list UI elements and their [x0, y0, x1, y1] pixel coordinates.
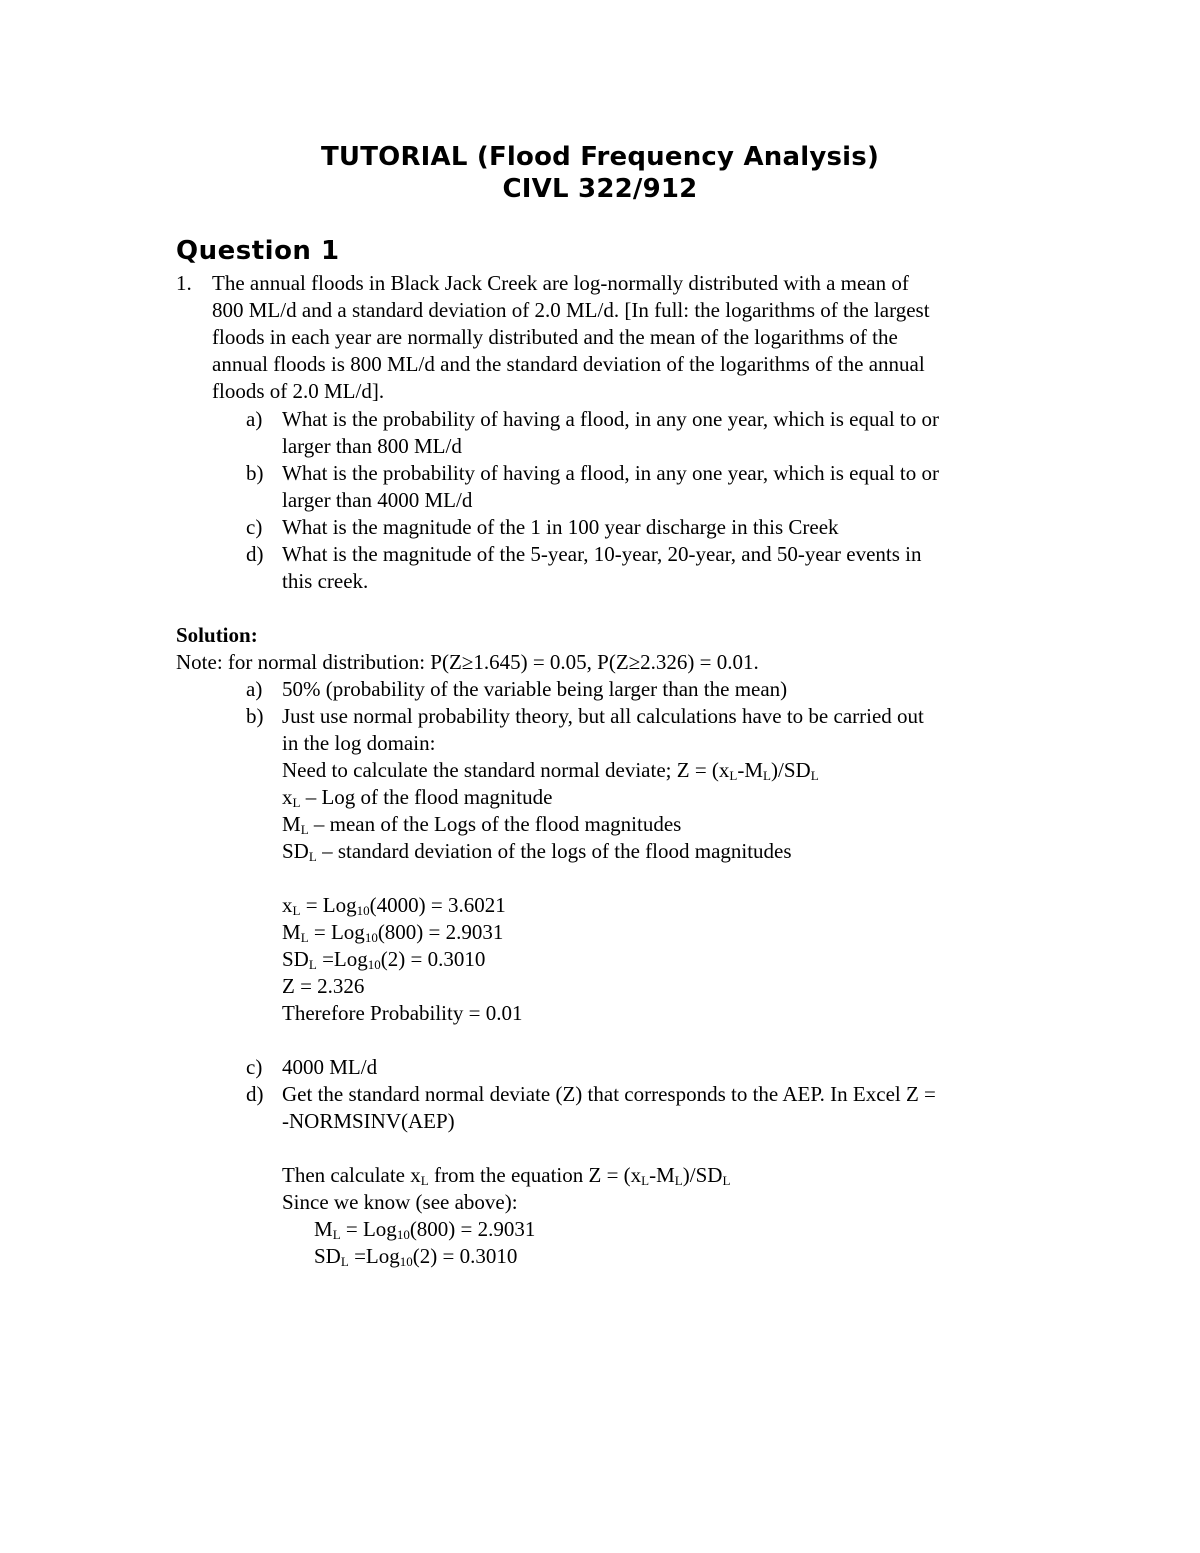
solution-d-text: Get the standard normal deviate (Z) that corresponds to the AEP. In Excel Z = [282, 1082, 936, 1106]
solution-label-c: c) [246, 1055, 263, 1079]
part-label-c: c) [246, 515, 263, 539]
ml-definition: $M_L$ – mean of the Logs of the flood magnitudes [282, 812, 682, 837]
part-label-a: a) [246, 407, 263, 431]
since-line: Since we know (see above): [282, 1190, 518, 1214]
part-b-text: What is the probability of having a flood, in any one year, which is equal to or [282, 461, 939, 485]
sdl-calculation-repeat: $SD_L =Log_{10}(2) = 0.3010$ [314, 1244, 518, 1269]
solution-label-d: d) [246, 1082, 264, 1106]
part-c-text: What is the magnitude of the 1 in 100 year discharge in this Creek [282, 515, 839, 539]
question-heading: Question 1 [176, 236, 340, 266]
part-a-text: larger than 800 ML/d [282, 434, 462, 458]
sdl-calculation: $SD_L =Log_{10}(2) = 0.3010$ [282, 947, 486, 972]
course-code: CIVL 322/912 [502, 174, 698, 204]
part-label-d: d) [246, 542, 264, 566]
question-intro-line: floods of 2.0 ML/d]. [212, 379, 385, 403]
solution-a-text: 50% (probability of the variable being larger than the mean) [282, 677, 788, 701]
xl-definition: $x_L$ – Log of the flood magnitude [282, 785, 553, 810]
part-b-text: larger than 4000 ML/d [282, 488, 473, 512]
solution-c-text: 4000 ML/d [282, 1055, 378, 1079]
solution-b-text: in the log domain: [282, 731, 436, 755]
xl-calculation: $x_L = Log_{10}(4000) = 3.6021$ [282, 893, 506, 918]
document-title: TUTORIAL (Flood Frequency Analysis) [320, 142, 880, 172]
question-number: 1. [176, 271, 192, 295]
z-value: Z = 2.326 [282, 974, 365, 998]
then-calculate-line: Then calculate $x_L$ from the equation $Z = (x_L-M_L)/SD_L$ [282, 1163, 731, 1188]
sdl-definition: $SD_L$ – standard deviation of the logs of the flood magnitudes [282, 839, 792, 864]
solution-note: Note: for normal distribution: P(Z≥1.645) = 0.05, P(Z≥2.326) = 0.01. [176, 650, 759, 674]
solution-d-text: -NORMSINV(AEP) [282, 1109, 455, 1133]
question-intro-line: annual floods is 800 ML/d and the standard deviation of the logarithms of the annual [212, 352, 925, 376]
solution-heading: Solution: [176, 623, 258, 647]
solution-label-a: a) [246, 677, 263, 701]
probability-result: Therefore Probability = 0.01 [282, 1001, 523, 1025]
part-d-text: What is the magnitude of the 5-year, 10-year, 20-year, and 50-year events in [282, 542, 922, 566]
part-d-text: this creek. [282, 569, 369, 593]
question-intro-line: 800 ML/d and a standard deviation of 2.0 ML/d. [In full: the logarithms of the largest [212, 298, 930, 322]
question-intro-line: The annual floods in Black Jack Creek are log-normally distributed with a mean of [212, 271, 909, 295]
ml-calculation: $M_L = Log_{10}(800) = 2.9031$ [282, 920, 504, 945]
part-label-b: b) [246, 461, 264, 485]
solution-label-b: b) [246, 704, 264, 728]
question-intro-line: floods in each year are normally distributed and the mean of the logarithms of the [212, 325, 898, 349]
solution-b-text: Just use normal probability theory, but all calculations have to be carried out [282, 704, 924, 728]
deviate-equation: Need to calculate the standard normal deviate; $Z = (x_L-M_L)/SD_L$ [282, 758, 819, 783]
part-a-text: What is the probability of having a flood, in any one year, which is equal to or [282, 407, 939, 431]
ml-calculation-repeat: $M_L = Log_{10}(800) = 2.9031$ [314, 1217, 536, 1242]
